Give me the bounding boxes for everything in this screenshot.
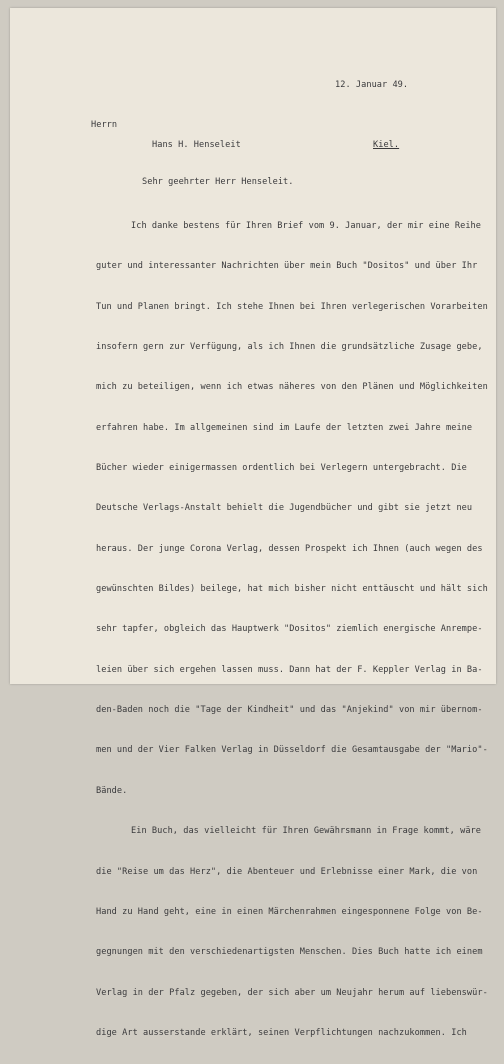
body-line: Bände.	[96, 785, 128, 796]
body-line: guter und interessanter Nachrichten über mein Buch "Dositos" und über Ihr	[96, 261, 478, 272]
body-line: sehr tapfer, obgleich das Hauptwerk "Dositos" ziemlich energische Anrempe-	[96, 624, 483, 635]
recipient-city: Kiel.	[373, 140, 400, 150]
body-line: Hand zu Hand geht, eine in einen Märchenrahmen eingesponnene Folge von Be-	[96, 906, 483, 917]
body-line: Deutsche Verlags-Anstalt behielt die Jugendbücher und gibt sie jetzt neu	[96, 503, 473, 514]
body-line: Ich danke bestens für Ihren Brief vom 9. Januar, der mir eine Reihe	[131, 221, 481, 231]
body-line: leien über sich ergehen lassen muss. Dann hat der F. Keppler Verlag in Ba-	[96, 664, 483, 675]
body-line: heraus. Der junge Corona Verlag, dessen Prospekt ich Ihnen (auch wegen des	[96, 543, 483, 554]
body-line: den-Baden noch die "Tage der Kindheit" und das "Anjekind" von mir übernom-	[96, 705, 483, 716]
letter-date: 12. Januar 49.	[335, 80, 409, 90]
body-line: Tun und Planen bringt. Ich stehe Ihnen bei Ihren verlegerischen Vorarbeiten	[96, 301, 488, 312]
body-line: men und der Vier Falken Verlag in Düsseldorf die Gesamtausgabe der "Mario"-	[96, 745, 488, 756]
body-line: Verlag in der Pfalz gegeben, der sich aber um Neujahr herum auf liebenswür-	[96, 987, 488, 998]
letter-page	[10, 8, 496, 1038]
letter-body	[96, 195, 488, 1064]
body-line: insofern gern zur Verfügung, als ich Ihnen die grundsätzliche Zusage gebe,	[96, 342, 483, 353]
body-line: Ein Buch, das vielleicht für Ihren Gewährsmann in Frage kommt, wäre	[131, 826, 481, 837]
recipient-name: Hans H. Henseleit	[152, 140, 241, 150]
body-line: erfahren habe. Im allgemeinen sind im Laufe der letzten zwei Jahre meine	[96, 422, 473, 433]
salutation: Sehr geehrter Herr Henseleit.	[142, 177, 294, 187]
body-line: dige Art ausserstande erklärt, seinen Verpflichtungen nachzukommen. Ich	[96, 1027, 467, 1038]
body-line: gewünschten Bildes) beilege, hat mich bisher nicht enttäuscht und hält sich	[96, 584, 488, 595]
addressee-prefix: Herrn	[91, 120, 118, 130]
body-line: die "Reise um das Herz", die Abenteuer und Erlebnisse einer Mark, die von	[96, 866, 478, 877]
body-line: mich zu beteiligen, wenn ich etwas näheres von den Plänen und Möglichkeiten	[96, 382, 488, 393]
body-line: gegnungen mit den verschiedenartigsten Menschen. Dies Buch hatte ich einem	[96, 947, 483, 958]
body-line: Bücher wieder einigermassen ordentlich bei Verlegern untergebracht. Die	[96, 463, 467, 474]
